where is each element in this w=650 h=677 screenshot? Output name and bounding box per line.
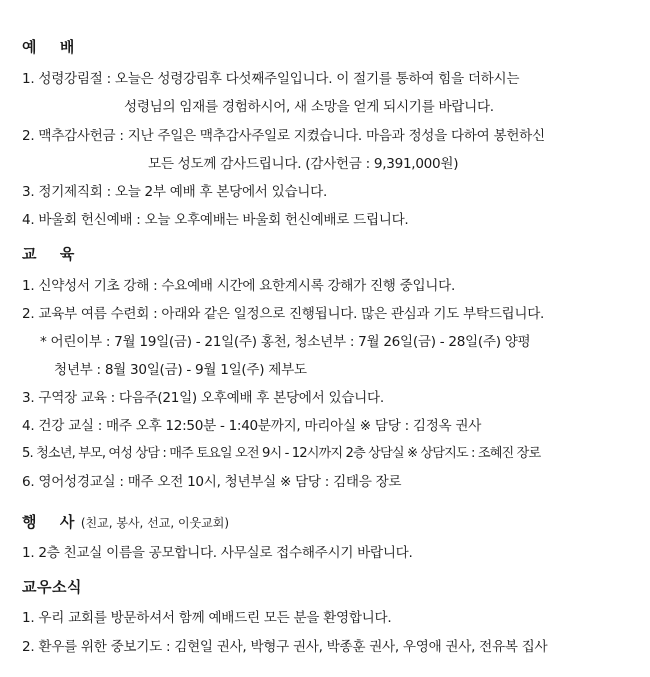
education-heading (22, 243, 75, 264)
events-title: 행 사 (22, 513, 75, 531)
education-item-1: 1. 신약성서 기초 강해 : 수요예배 시간에 요한계시록 강해가 진행 중입니다. (22, 278, 455, 294)
education-item-2-detail-2: 청년부 : 8월 30일(금) - 9월 1일(주) 제부도 (54, 362, 307, 378)
worship-item-2-cont: 모든 성도께 감사드립니다. (감사헌금 : 9,391,000원) (148, 156, 459, 172)
worship-item-3: 3. 정기제직회 : 오늘 2부 예배 후 본당에서 있습니다. (22, 184, 327, 200)
events-heading (22, 511, 229, 532)
worship-item-2: 2. 맥추감사헌금 : 지난 주일은 맥추감사주일로 지켰습니다. 마음과 정성을 다하여 봉헌하신 (22, 128, 545, 144)
events-item-1: 1. 2층 친교실 이름을 공모합니다. 사무실로 접수해주시기 바랍니다. (22, 545, 413, 561)
education-item-5: 5. 청소년, 부모, 여성 상담 : 매주 토요일 오전 9시 - 12시까지 2층 상담실 ※ 상담지도 : 조혜진 장로 (22, 446, 541, 461)
education-item-2: 2. 교육부 여름 수련회 : 아래와 같은 일정으로 진행됩니다. 많은 관심과 기도 부탁드립니다. (22, 306, 545, 322)
worship-item-1-cont: 성령님의 임재를 경험하시어, 새 소망을 얻게 되시기를 바랍니다. (124, 99, 494, 115)
news-title: 교우소식 (22, 578, 82, 596)
worship-heading (22, 36, 75, 57)
events-subtitle: (친교, 봉사, 선교, 이웃교회) (80, 516, 230, 530)
education-item-2-detail-1: * 어린이부 : 7월 19일(금) - 21일(주) 홍천, 청소년부 : 7월 26일(금) - 28일(주) 양평 (40, 334, 531, 350)
worship-title: 예 배 (22, 38, 75, 56)
news-item-1: 1. 우리 교회를 방문하셔서 함께 예배드린 모든 분을 환영합니다. (22, 610, 392, 626)
education-item-6: 6. 영어성경교실 : 매주 오전 10시, 청년부실 ※ 담당 : 김태응 장로 (22, 474, 402, 490)
education-item-3: 3. 구역장 교육 : 다음주(21일) 오후예배 후 본당에서 있습니다. (22, 390, 384, 406)
education-item-4: 4. 건강 교실 : 매주 오후 12:50분 - 1:40분까지, 마리아실 ※ 담당 : 김정옥 권사 (22, 418, 482, 434)
news-heading (22, 576, 82, 597)
worship-item-4: 4. 바울회 헌신예배 : 오늘 오후예배는 바울회 헌신예배로 드립니다. (22, 212, 409, 228)
news-item-2: 2. 환우를 위한 중보기도 : 김현일 권사, 박형구 권사, 박종훈 권사, 우영애 권사, 전유복 집사 (22, 639, 548, 655)
education-title: 교 육 (22, 245, 75, 263)
worship-item-1: 1. 성령강림절 : 오늘은 성령강림후 다섯째주일입니다. 이 절기를 통하여 힘을 더하시는 (22, 71, 520, 87)
